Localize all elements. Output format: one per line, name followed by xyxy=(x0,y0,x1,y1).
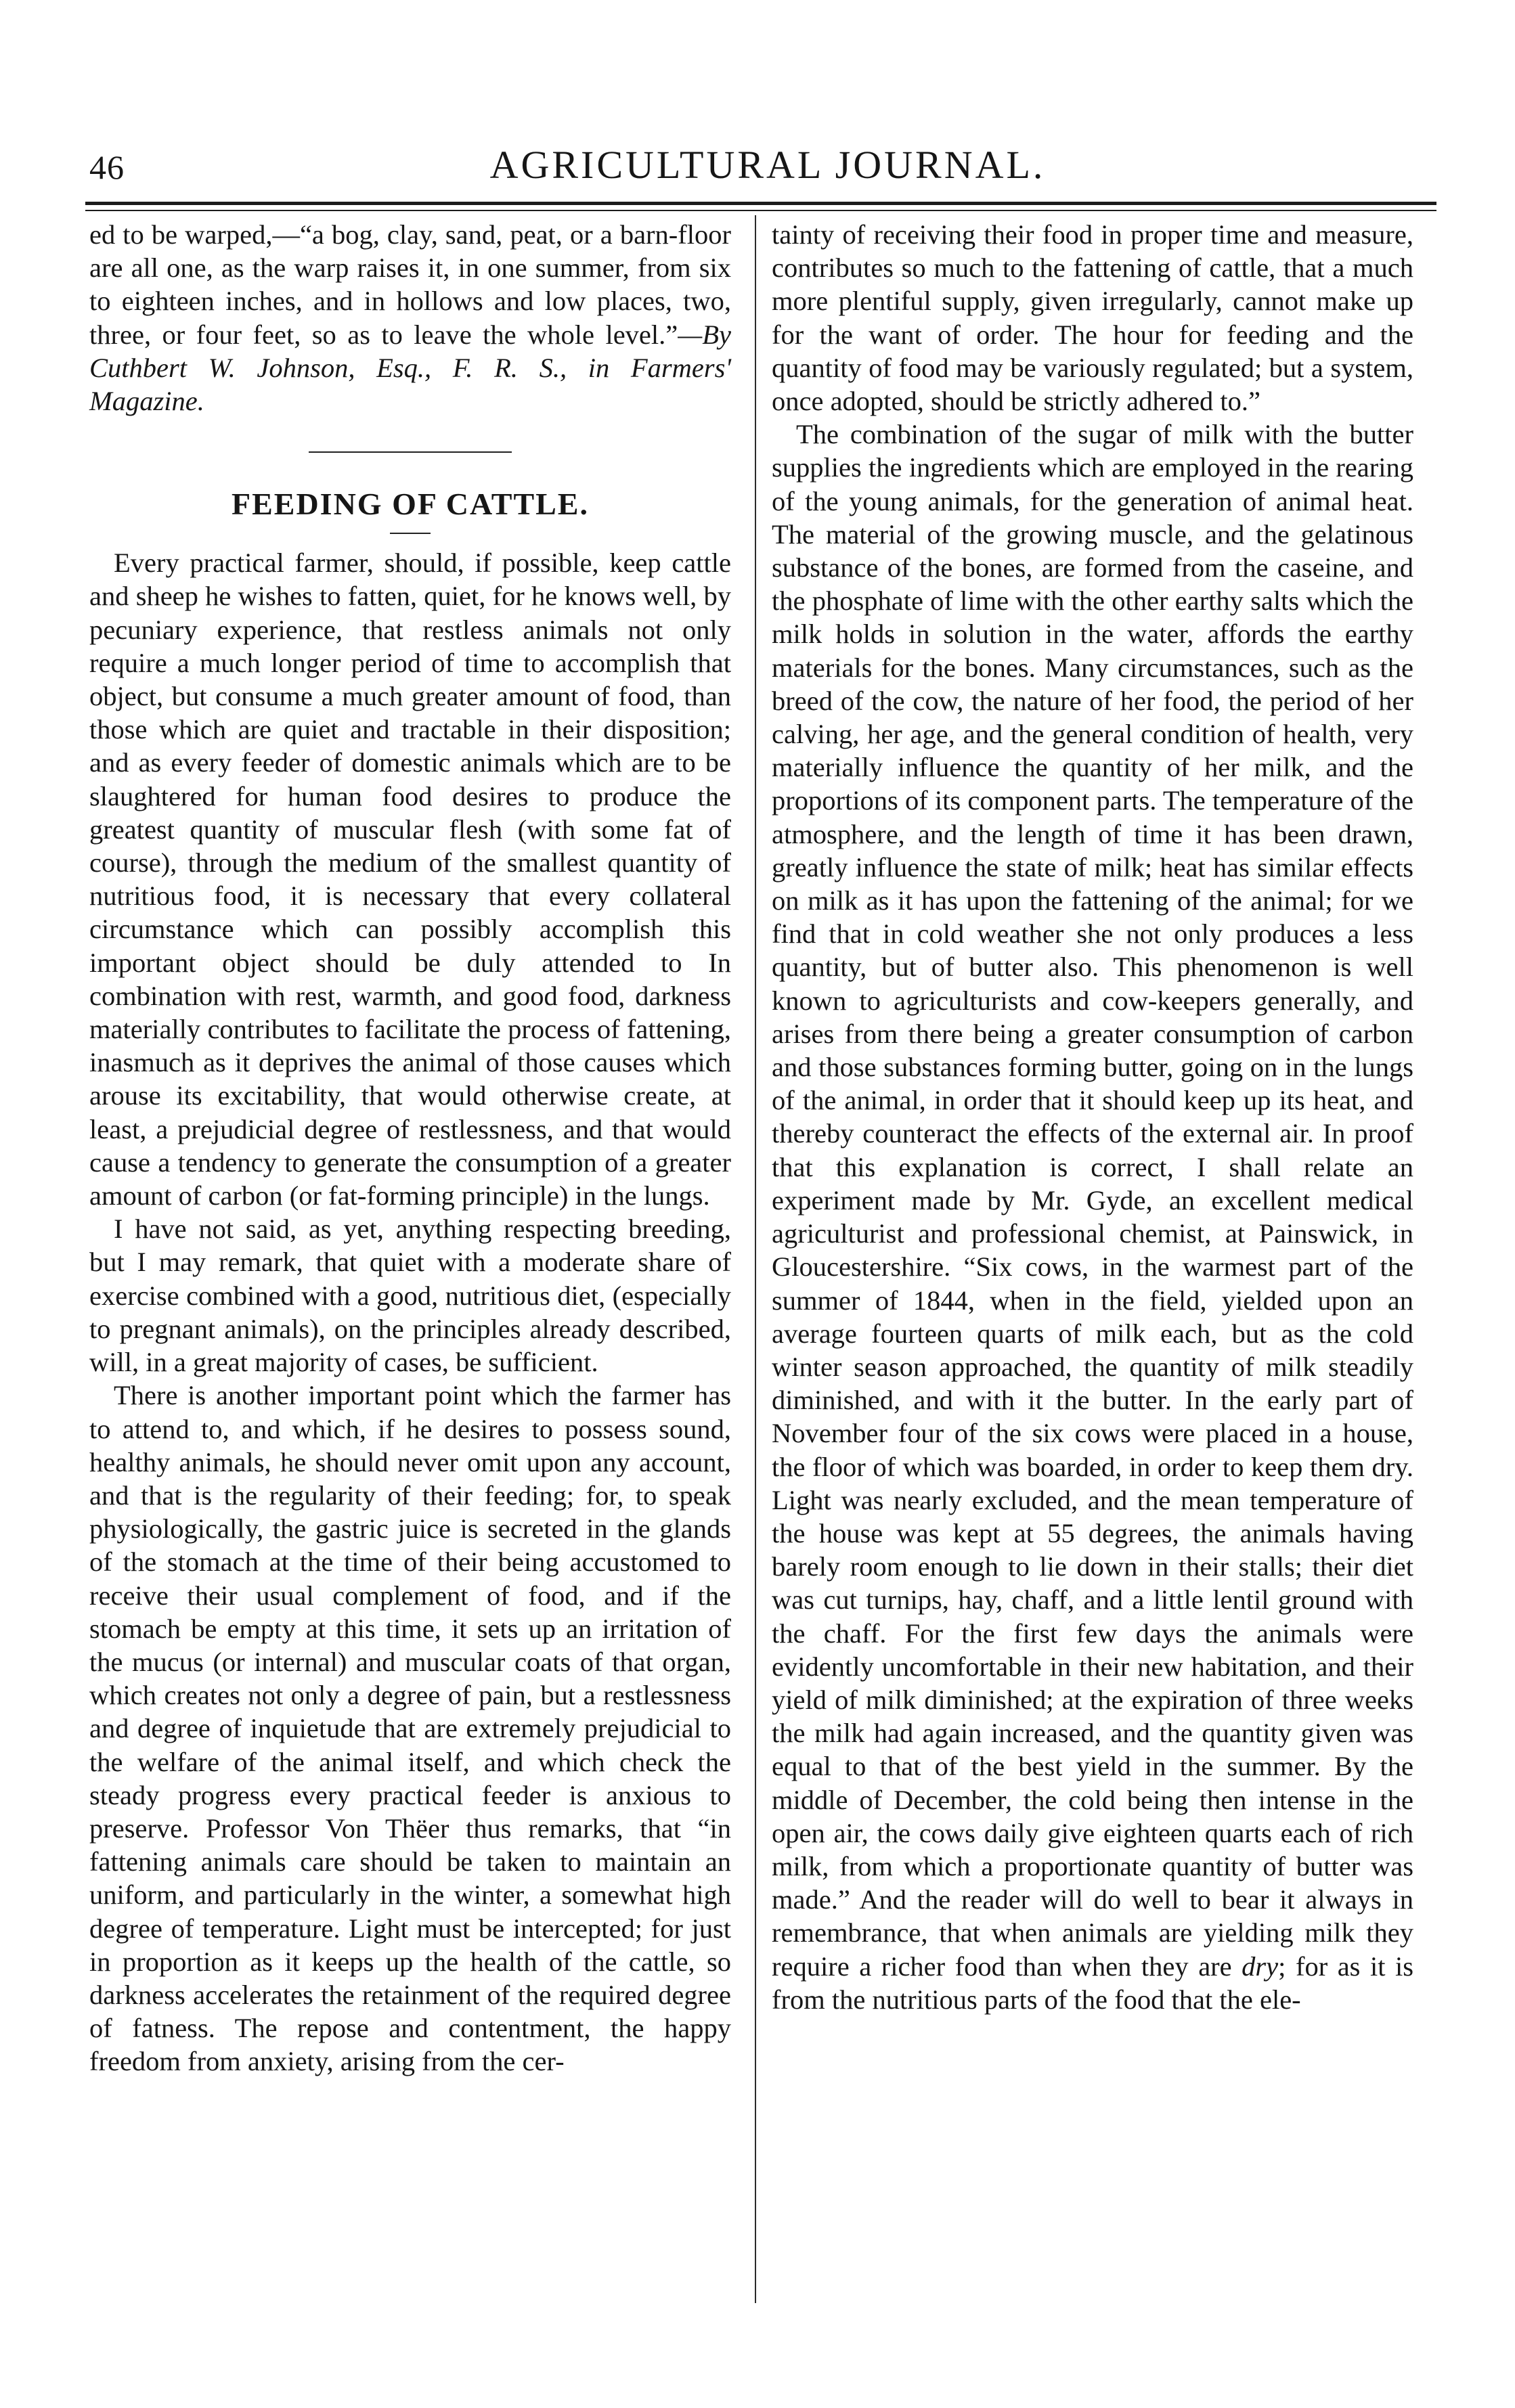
emphasis-dry: dry xyxy=(1242,1950,1279,1982)
left-column xyxy=(89,218,731,2078)
header-rule xyxy=(85,202,1436,205)
continuation-text: ed to be warped,—“a bog, clay, sand, peat, or a barn-floor are all one, as the warp raises it, in one summer, from six to eighteen inches, and in hollows and low places, two, three, or four feet, so as to leave the whole level.” xyxy=(89,219,731,350)
attribution: —By Cuthbert W. Johnson, Esq., F. R. S., in Farmers' Magazine. xyxy=(89,319,731,417)
paragraph xyxy=(772,418,1413,2016)
paragraph-ending: ; for as it is from the nutritious parts of the food that the ele- xyxy=(772,1950,1414,2015)
continuation-paragraph xyxy=(89,218,731,418)
section-title: FEEDING OF CATTLE. xyxy=(231,487,589,522)
running-title: AGRICULTURAL JOURNAL. xyxy=(489,143,1046,187)
paragraph: Every practical farmer, should, if possible, keep cattle and sheep he wishes to fatten, quiet, for he knows well, by pecuniary experience, that restless animals not only require a much longer period of time to accomplish that object, but consume a much greater amount of food, than those which are quiet and tractable in their disposition; and as every feeder of domestic animals which are to be slaughtered for human food desires to produce the greatest quantity of muscular flesh (with some fat of course), through the medium of the smallest quantity of nutritious food, it is necessary that every collateral circumstance which can possibly accomplish this important object should be duly attended to In combination with rest, warmth, and good food, darkness materially contributes to facilitate the process of fattening, inasmuch as it deprives the animal of those causes which arouse its excitability, that would otherwise create, at least, a prejudicial degree of restlessness, and that would cause a tendency to generate the consumption of a greater amount of carbon (or fat-forming principle) in the lungs. xyxy=(89,548,731,1211)
section-separator xyxy=(309,451,512,453)
right-column xyxy=(772,218,1413,2016)
header-rule-thin xyxy=(85,210,1436,211)
title-underline xyxy=(390,533,431,534)
column-divider xyxy=(755,215,756,2303)
page-number: 46 xyxy=(89,148,125,186)
paragraph: I have not said, as yet, anything respecting breeding, but I may remark, that quiet with a moderate share of exercise combined with a good, nutritious diet, (especially to pregnant animals), on the principles already described, will, in a great majority of cases, be sufficient. xyxy=(89,1213,731,1378)
paragraph: There is another important point which the farmer has to attend to, and which, if he desires to possess sound, healthy animals, he should never omit upon any account, and that is the regularity of their feeding; for, to speak physiologically, the gastric juice is secreted in the glands of the stomach at the time of their being accustomed to receive their usual complement of food, and if the stomach be empty at this time, it sets up an irritation of the mucus (or internal) and muscular coats of that organ, which creates not only a degree of pain, but a restlessness and degree of inquietude that are extremely prejudicial to the welfare of the animal itself, and which check the steady progress every practical feeder is anxious to preserve. Professor Von Thëer thus remarks, that “in fattening animals care should be taken to maintain an uniform, and particularly in the winter, a somewhat high degree of temperature. Light must be intercepted; for just in proportion as it keeps up the health of the cattle, so darkness accelerates the retainment of the required degree of fatness. The repose and contentment, the happy freedom from anxiety, arising from the cer- xyxy=(89,1380,731,2077)
paragraph: tainty of receiving their food in proper time and measure, contributes so much to the fattening of cattle, that a much more plentiful supply, given irregularly, cannot make up for the want of order. The hour for feeding and the quantity of food may be variously regulated; but a system, once adopted, should be strictly adhered to.” xyxy=(772,219,1413,417)
paragraph-text: The combination of the sugar of milk with the butter supplies the ingredients which are employed in the rearing of the young animals, for the generation of animal heat. The material of the growing muscle, and the gelatinous substance of the bones, are formed from the caseine, and the phosphate of lime with the other earthy salts which the milk holds in solution in the water, affords the earthy materials for the bones. Many circumstances, such as the breed of the cow, the nature of her food, the period of her calving, her age, and the general condition of health, very materially influence the quantity of her milk, and the proportions of its component parts. The temperature of the atmosphere, and the length of time it has been drawn, greatly influence the state of milk; heat has similar effects on milk as it has upon the fattening of the animal; for we find that in cold weather she not only produces a less quantity, but of butter also. This phenomenon is well known to agriculturists and cow-keepers generally, and arises from there being a greater consumption of carbon and those substances forming butter, going on in the lungs of the animal, in order that it should keep up its heat, and thereby counteract the effects of the external air. In proof that this explanation is correct, I shall relate an experiment made by Mr. Gyde, an excellent medical agriculturist and professional chemist, at Painswick, in Gloucestershire. “Six cows, in the warmest part of the summer of 1844, when in the field, yielded upon an average fourteen quarts of milk each, but as the cold winter season approached, the quantity of milk steadily diminished, and with it the butter. In the early part of November four of the six cows were placed in a house, the floor of which was boarded, in order to keep them dry. Light was nearly excluded, and the mean temperature of the house was kept at 55 degrees, the animals having barely room enough to lie down in their stalls; their diet was cut turnips, hay, chaff, and a little lentil ground with the chaff. For the first few days the animals were evidently uncomfortable in their new habitation, and their yield of milk diminished; at the expiration of three weeks the milk had again increased, and the quantity given was equal to that of the best yield in the summer. By the middle of December, the cold being then intense in the open air, the cows daily give eighteen quarts each of rich milk, from which a proportionate quantity of butter was made.” And the reader will do well to bear it always in remembrance, that when animals are yielding milk they require a richer food than when they are xyxy=(772,419,1413,1982)
